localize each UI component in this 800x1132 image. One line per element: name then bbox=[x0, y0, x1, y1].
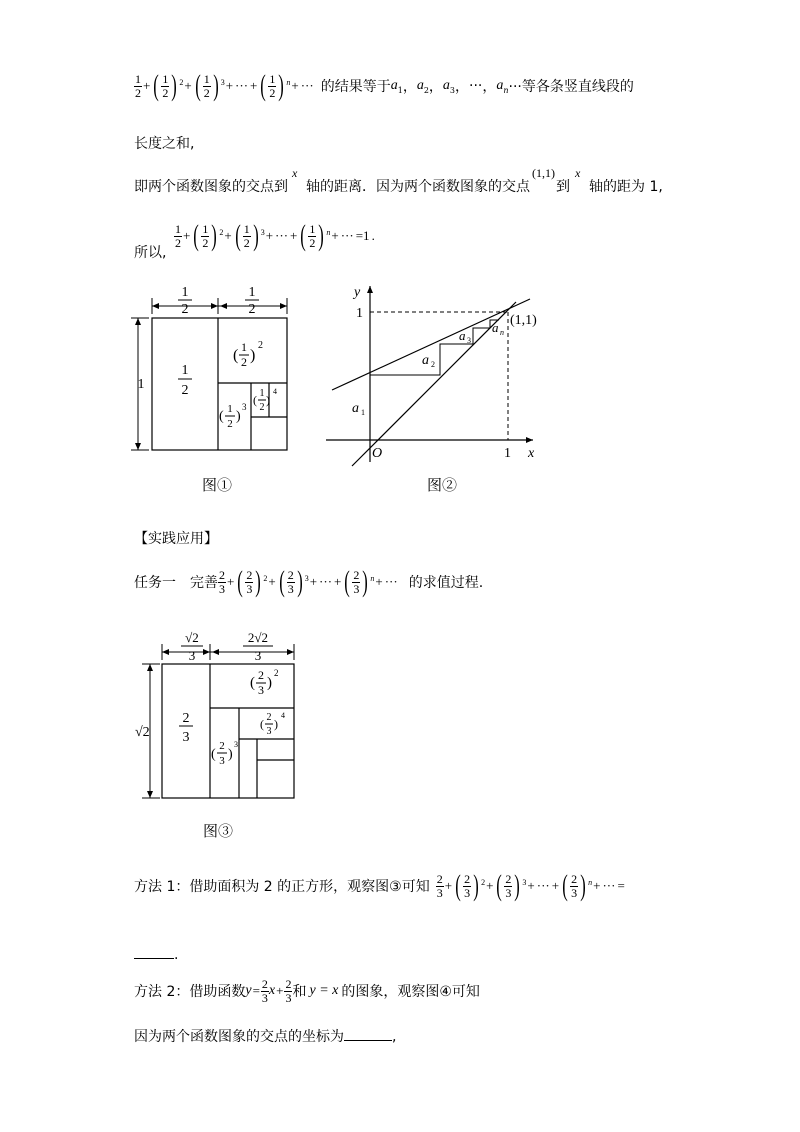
plus: + bbox=[276, 983, 284, 998]
exponent: 2 bbox=[263, 573, 268, 583]
fraction: $\frac{1}{2}$ bbox=[162, 71, 169, 100]
seq-a1: a bbox=[390, 78, 398, 93]
subscript: 2 bbox=[423, 85, 429, 95]
y-label: y bbox=[354, 285, 361, 300]
a2-label: a bbox=[422, 353, 429, 368]
p4-den: 2 bbox=[259, 402, 265, 413]
p2-exp: 2 bbox=[258, 340, 263, 351]
fraction: $\frac{2}{3}$ bbox=[464, 871, 471, 900]
paren-open: ( bbox=[250, 675, 255, 691]
p2-den: 3 bbox=[258, 683, 264, 697]
exponent: 3 bbox=[304, 573, 309, 583]
exponent: n bbox=[326, 227, 331, 237]
a3-label: a bbox=[459, 328, 466, 343]
text: 方法 1：借助面积为 2 的正方形，观察图③可知 bbox=[134, 879, 430, 895]
p3-exp: 3 bbox=[242, 402, 247, 412]
figure-1 bbox=[125, 282, 295, 492]
ellipsis: ··· bbox=[469, 78, 483, 94]
text: 轴的距离．因为两个函数图象的交点 bbox=[306, 179, 530, 195]
seq-a3: a bbox=[442, 78, 450, 93]
answer-blank-2[interactable] bbox=[344, 1040, 392, 1041]
period: . bbox=[174, 947, 179, 963]
subscript: 1 bbox=[397, 85, 403, 95]
fraction: $\frac{1}{2}$ bbox=[203, 71, 210, 100]
period: . bbox=[371, 228, 375, 243]
text: 方法 2：借助函数 bbox=[134, 984, 246, 1000]
fraction: $\frac{2}{3}$ bbox=[246, 567, 253, 596]
p4-den: 3 bbox=[266, 726, 272, 737]
p2-num: 1 bbox=[241, 340, 247, 354]
p4-exp: 4 bbox=[273, 387, 277, 396]
text: 即两个函数图象的交点到 bbox=[134, 179, 288, 195]
top-right-den: 3 bbox=[254, 648, 262, 663]
series-line-1: $\frac{1}{2}$ + ( $\frac{1}{2}$ ) 2 + ( $\frac{1}{2}$ ) 3 + ··· + ( $\frac{1}{2}$ ) n + ··· 的结果等于 a 1 ， a 2 ， a 3 ， ··· ， a n ···等各条竖直线段的 bbox=[135, 69, 634, 102]
fraction: $\frac{1}{2}$ bbox=[135, 71, 141, 100]
var-x: x bbox=[575, 166, 581, 180]
side-label: 1 bbox=[137, 377, 145, 392]
paren-open: ( bbox=[253, 393, 257, 407]
text: 的求值过程. bbox=[408, 575, 484, 591]
var-x: x bbox=[268, 983, 276, 998]
paren-open: ( bbox=[219, 409, 224, 424]
var-y: y bbox=[245, 983, 252, 998]
seq-a2: a bbox=[416, 78, 424, 93]
paren-close: ) bbox=[236, 409, 241, 424]
top-left-num: √2 bbox=[185, 630, 199, 645]
origin-label: O bbox=[372, 446, 383, 461]
exponent: 2 bbox=[219, 227, 224, 237]
function-y-eq-x: y = x bbox=[309, 983, 339, 998]
x-label: x bbox=[528, 446, 535, 461]
fraction: $\frac{2}{3}$ bbox=[287, 567, 294, 596]
fraction: $\frac{1}{2}$ bbox=[269, 71, 276, 100]
text: 所以, bbox=[134, 245, 167, 261]
equals: = bbox=[252, 983, 260, 998]
fraction: $\frac{1}{2}$ bbox=[243, 221, 250, 250]
exponent: n bbox=[286, 77, 291, 87]
p2-exp: 2 bbox=[274, 668, 279, 678]
exponent: 2 bbox=[179, 77, 184, 87]
fraction: $\frac{2}{3}$ bbox=[571, 871, 578, 900]
big-den: 3 bbox=[182, 730, 190, 745]
caption-fig2: 图② bbox=[426, 478, 458, 492]
figure-2 bbox=[318, 282, 548, 492]
p2-den: 2 bbox=[241, 355, 247, 369]
p2-num: 2 bbox=[258, 668, 264, 682]
paren-close: ) bbox=[228, 747, 233, 762]
series-line-4: 所以, $\frac{1}{2}$ + ( $\frac{1}{2}$ ) 2 + ( $\frac{1}{2}$ ) 3 + ··· + ( $\frac{1}{2}$ ) n + ··· =1 . bbox=[134, 219, 375, 261]
text: 的图象，观察图④可知 bbox=[341, 984, 480, 1000]
point-label: (1,1) bbox=[510, 313, 537, 328]
last-line bbox=[134, 1026, 396, 1046]
exponent: 2 bbox=[481, 877, 486, 887]
separator: ， bbox=[402, 79, 417, 95]
paren-close: ) bbox=[274, 717, 278, 731]
method-1: 方法 1：借助面积为 2 的正方形，观察图③可知 $\frac{2}{3}$ + ( $\frac{2}{3}$ ) 2 + ( $\frac{2}{3}$ ) 3 + ··· + ( $\frac{2}{3}$ ) n + ··· = bbox=[134, 869, 625, 902]
fraction: $\frac{2}{3}$ bbox=[353, 567, 360, 596]
text: 的结果等于 bbox=[320, 79, 391, 95]
paren-close: ) bbox=[266, 393, 270, 407]
p3-den: 3 bbox=[219, 755, 225, 767]
fraction: $\frac{2}{3}$ bbox=[219, 567, 225, 596]
seq-an: a bbox=[496, 78, 504, 93]
top-den-right: 2 bbox=[248, 302, 256, 317]
text: 轴的距为 1, bbox=[589, 179, 663, 195]
task-1: 任务一 完善 $\frac{2}{3}$ + ( $\frac{2}{3}$ ) 2 + ( $\frac{2}{3}$ ) 3 + ··· + ( $\frac{2}{3}$ ) n + ··· 的求值过程. bbox=[134, 565, 484, 598]
separator: ， bbox=[428, 79, 443, 95]
fraction: $\frac{1}{2}$ bbox=[202, 221, 209, 250]
section-heading: 【实践应用】 bbox=[134, 531, 218, 547]
subscript: 3 bbox=[467, 336, 471, 345]
fraction: $\frac{2}{3}$ bbox=[285, 976, 292, 1005]
point-label: (1,1) bbox=[532, 166, 555, 180]
text: 到 bbox=[556, 179, 570, 195]
fraction: $\frac{2}{3}$ bbox=[505, 871, 512, 900]
top-left-den: 3 bbox=[188, 648, 196, 663]
fraction: $\frac{2}{3}$ bbox=[436, 871, 443, 900]
separator: ， bbox=[455, 79, 469, 95]
fraction: $\frac{1}{2}$ bbox=[309, 221, 316, 250]
paren-open: ( bbox=[211, 747, 216, 762]
figure-3 bbox=[130, 622, 310, 842]
text: ···等各条竖直线段的 bbox=[508, 79, 634, 95]
exponent: n bbox=[370, 573, 375, 583]
p3-exp: 3 bbox=[234, 740, 238, 749]
text: 因为两个函数图象的交点的坐标为 bbox=[134, 1029, 344, 1045]
paren-open: ( bbox=[233, 347, 239, 364]
paren-close: ) bbox=[250, 347, 256, 364]
top-num-left: 1 bbox=[181, 285, 189, 300]
side-label: √2 bbox=[135, 725, 150, 740]
answer-blank-1[interactable] bbox=[134, 944, 178, 963]
method-2 bbox=[134, 976, 480, 1006]
subscript: 2 bbox=[431, 360, 435, 369]
top-den-left: 2 bbox=[181, 302, 189, 317]
subscript: 1 bbox=[361, 408, 365, 417]
comma: , bbox=[392, 1029, 397, 1045]
subscript: n bbox=[503, 85, 509, 95]
equals-one: =1 bbox=[355, 228, 370, 243]
subscript: 3 bbox=[449, 85, 455, 95]
p3-num: 2 bbox=[219, 740, 225, 752]
p4-num: 1 bbox=[259, 388, 265, 399]
p4-num: 2 bbox=[266, 712, 272, 723]
outer-square bbox=[152, 318, 287, 450]
var-x: x bbox=[292, 166, 298, 180]
text: 任务一 完善 bbox=[134, 575, 218, 591]
text: 和 bbox=[292, 984, 307, 1000]
p3-num: 1 bbox=[227, 403, 233, 415]
text-line-2: 长度之和, bbox=[134, 136, 195, 152]
exponent: 3 bbox=[522, 877, 527, 887]
exponent: n bbox=[588, 877, 593, 887]
caption-fig1: 图① bbox=[201, 478, 233, 492]
top-num-right: 1 bbox=[248, 285, 256, 300]
fraction: $\frac{2}{3}$ bbox=[261, 976, 268, 1005]
big-den: 2 bbox=[181, 383, 189, 398]
fraction: $\frac{1}{2}$ bbox=[175, 221, 181, 250]
top-right-num: 2√2 bbox=[247, 630, 269, 645]
x-one-label: 1 bbox=[504, 446, 511, 461]
caption-fig3: 图③ bbox=[202, 824, 234, 840]
p4-exp: 4 bbox=[281, 711, 285, 720]
big-num: 1 bbox=[181, 363, 189, 378]
exponent: 3 bbox=[220, 77, 225, 87]
an-label: a bbox=[492, 320, 499, 335]
p3-den: 2 bbox=[227, 418, 233, 430]
y-one-label: 1 bbox=[356, 306, 363, 321]
equals: = bbox=[617, 878, 625, 893]
separator: ， bbox=[482, 79, 497, 95]
exponent: 3 bbox=[260, 227, 265, 237]
big-num: 2 bbox=[182, 711, 190, 726]
subscript: n bbox=[500, 328, 504, 337]
paren-close: ) bbox=[267, 675, 272, 691]
a1-label: a bbox=[352, 401, 359, 416]
paren-open: ( bbox=[260, 717, 264, 731]
